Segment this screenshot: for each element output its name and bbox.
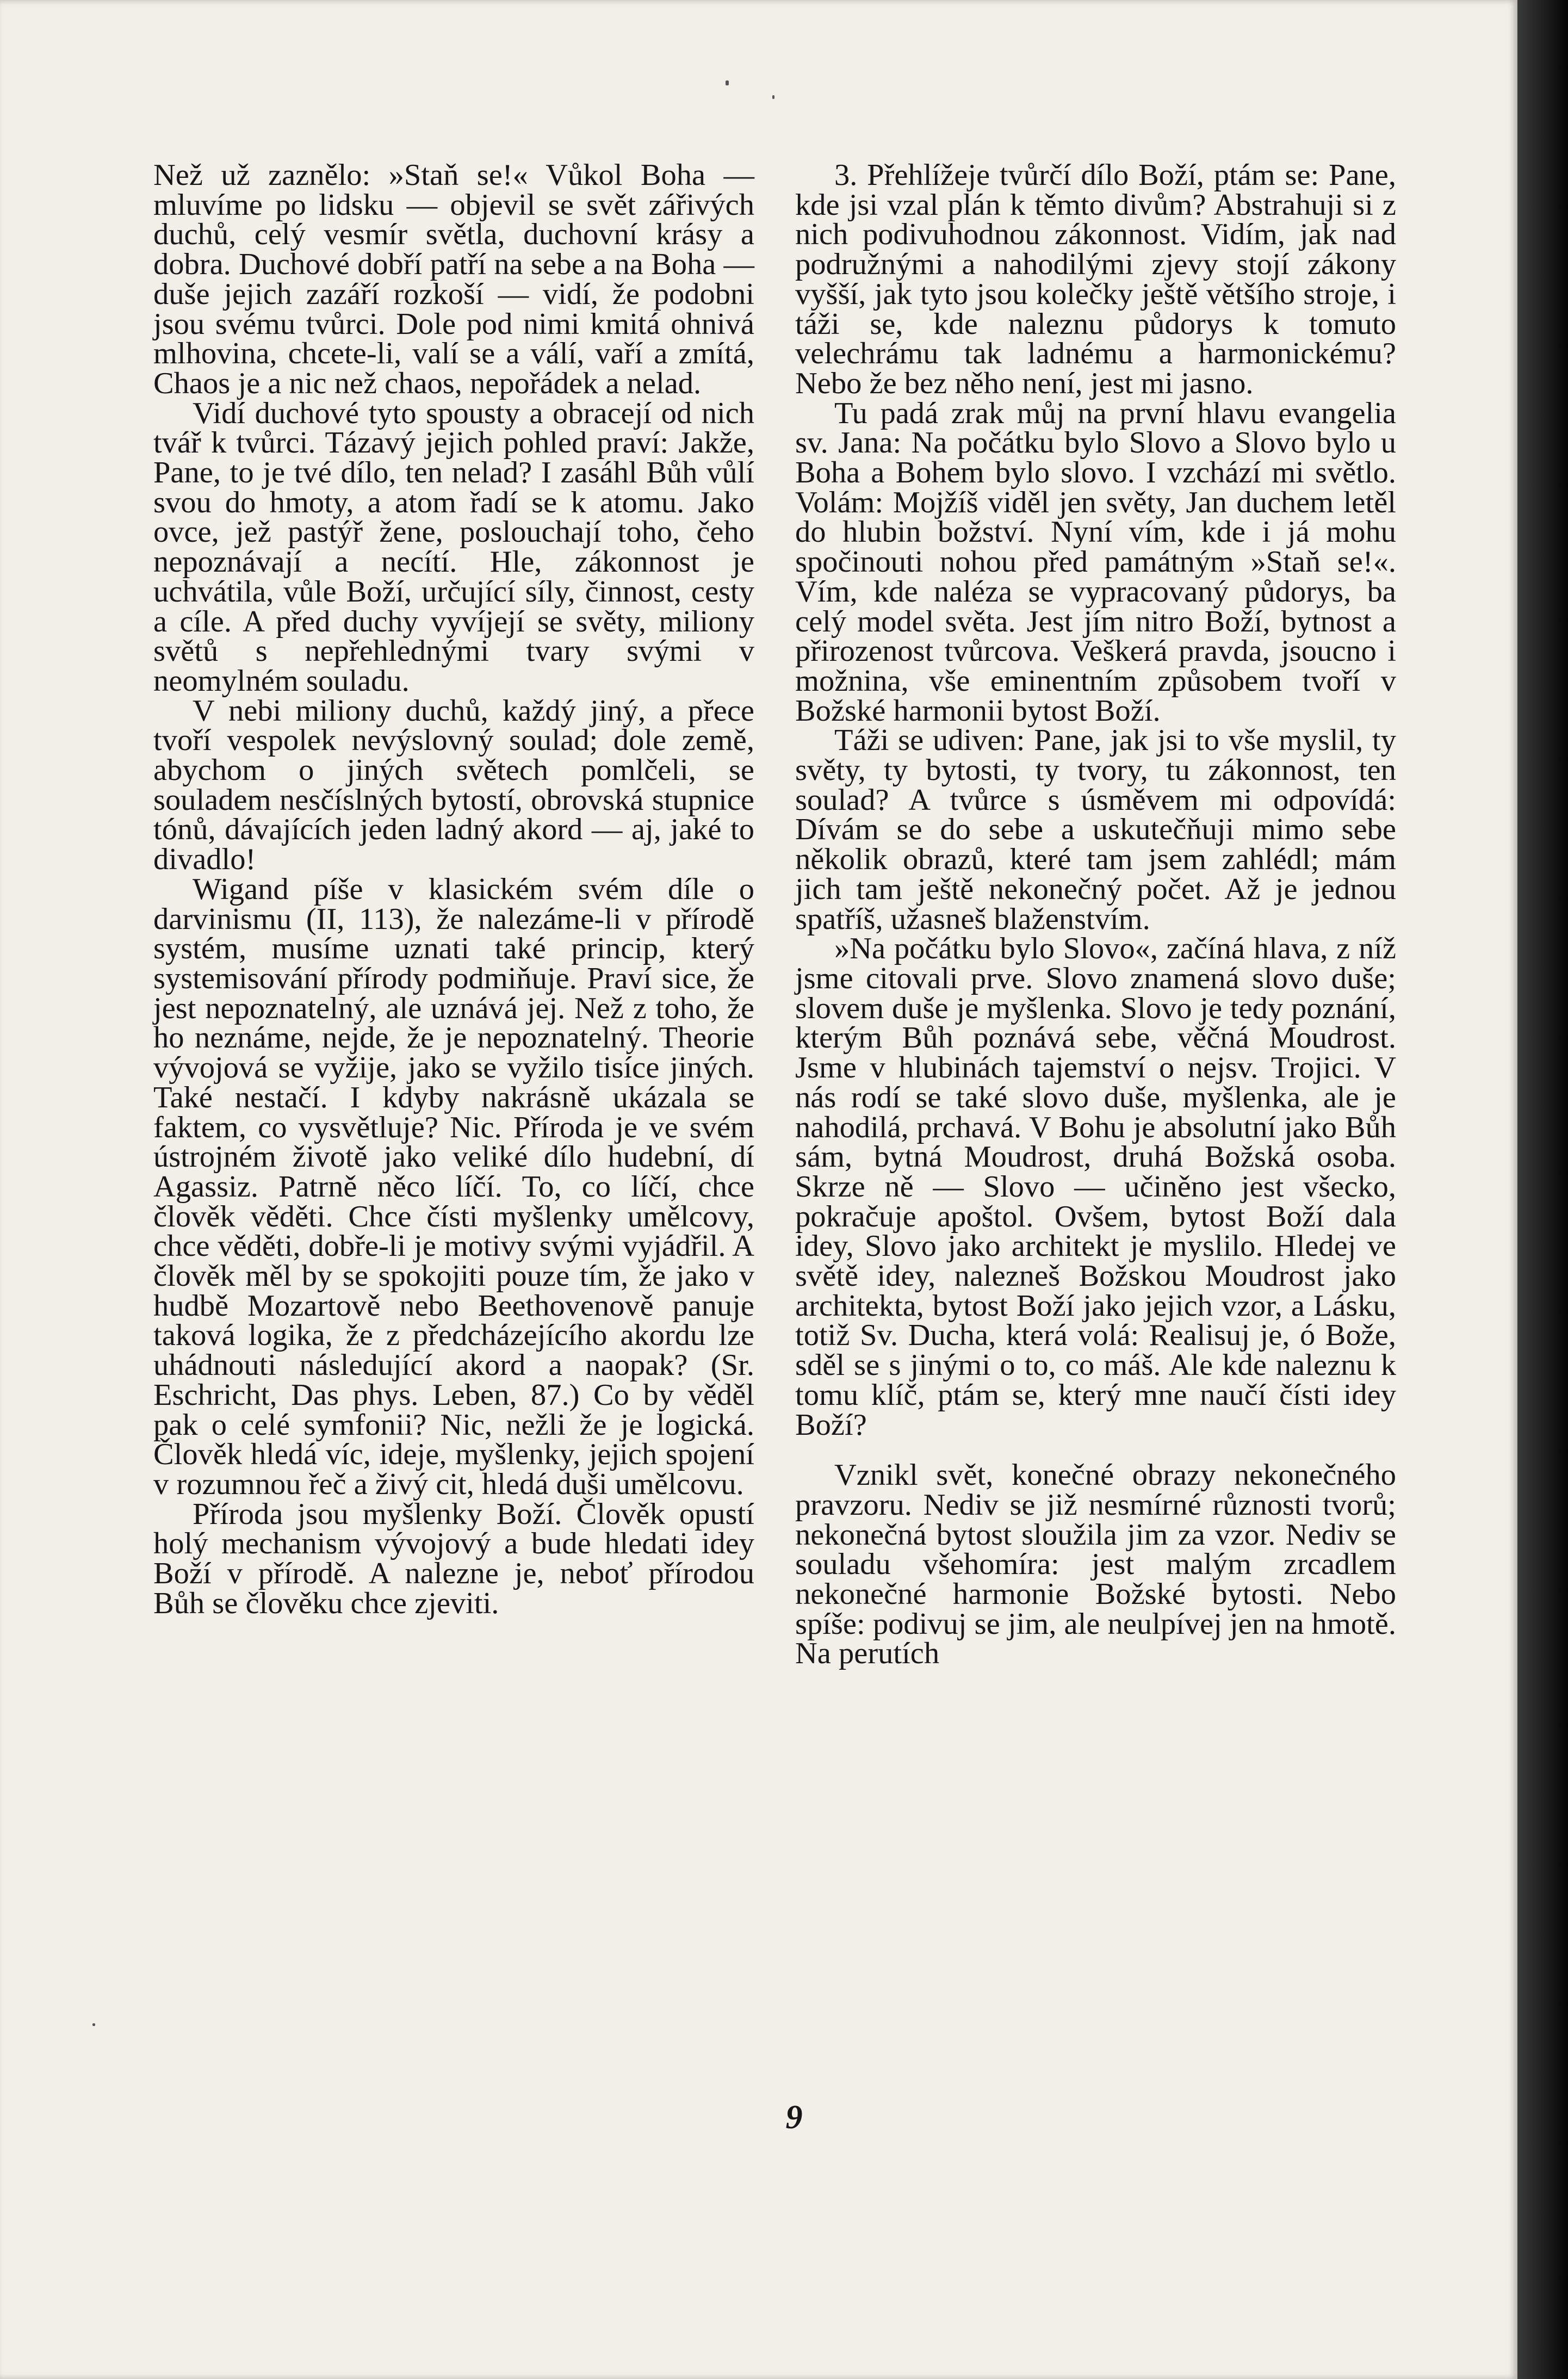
- paragraph: »Na počátku bylo Slovo«, začíná hlava, z níž jsme citovali prve. Slovo znamená slovo duše; slovem duše je myšlenka. Slovo je tedy poznání, kterým Bůh poznává sebe, věčná Moudrost. Jsme v hlubinách tajemství o nejsv. Trojici. V nás rodí se také slovo duše, myšlenka, ale je nahodilá, prchavá. V Bohu je absolutní jako Bůh sám, bytná Moudrost, druhá Božská osoba. Skrze ně — Slovo — učiněno jest všecko, pokračuje apoštol. Ovšem, bytost Boží dala idey, Slovo jako architekt je myslilo. Hledej ve světě idey, nalezneš Božskou Moudrost jako architekta, bytost Boží jako jejich vzor, a Lásku, totiž Sv. Ducha, která volá: Realisuj je, ó Bože, sděl se s jinými o to, co máš. Ale kde naleznu k tomu klíč, ptám se, který mne naučí čísti idey Boží?: [795, 932, 1396, 1442]
- paragraph: V nebi miliony duchů, každý jiný, a přece tvoří vespolek nevýslovný soulad; dole země, abychom o jiných světech pomlčeli, se souladem nesčíslných bytostí, obrovská stupnice tónů, dávajících jeden ladný akord — aj, jaké to divadlo!: [153, 693, 754, 877]
- dark-page-edge: [1517, 0, 1568, 2379]
- paragraph: Vznikl svět, konečné obrazy nekonečného pravzoru. Nediv se již nesmírné různosti tvorů; nekonečná bytost sloužila jim za vzor. Nediv se souladu všehomíra: jest malým zrcadlem nekonečné harmonie Božské bytosti. Nebo spíše: podivuj se jim, ale neulpívej jen na hmotě. Na perutích: [795, 1458, 1396, 1671]
- paragraph: Tu padá zrak můj na první hlavu evangelia sv. Jana: Na počátku bylo Slovo a Slovo bylo u Boha a Bohem bylo slovo. I vzchází mi světlo. Volám: Mojžíš viděl jen světy, Jan duchem letěl do hlubin božství. Nyní vím, kde i já mohu spočinouti nohou před památným »Staň se!«. Vím, kde naléza se vypracovaný půdorys, ba celý model světa. Jest jím nitro Boží, bytnost a přirozenost tvůrcova. Veškerá pravda, jsoucno i možnina, vše eminentním způsobem tvoří v Božské harmonii bytost Boží.: [795, 396, 1396, 728]
- paragraph: Příroda jsou myšlenky Boží. Člověk opustí holý mechanism vývojový a bude hledati idey Boží v přírodě. A nalezne je, neboť přírodou Bůh se člověku chce zjeviti.: [153, 1497, 754, 1620]
- left-text-column: [153, 160, 754, 1618]
- paragraph: Táži se udiven: Pane, jak jsi to vše myslil, ty světy, ty bytosti, ty tvory, tu zákonnost, ten soulad? A tvůrce s úsměvem mi odpovídá: Dívám se do sebe a uskutečňuji mimo sebe několik obrazů, které tam jsem zahlédl; mám jich tam ještě nekonečný počet. Až je jednou spatříš, užasneš blaženstvím.: [795, 723, 1396, 936]
- paragraph: Než už zaznělo: »Staň se!« Vůkol Boha — mluvíme po lidsku — objevil se svět zářivých duchů, celý vesmír světla, duchovní krásy a dobra. Duchové dobří patří na sebe a na Boha — duše jejich zazáří rozkoší — vidí, že podobni jsou svému tvůrci. Dole pod nimi kmitá ohnivá mlhovina, chcete-li, valí se a válí, vaří a zmítá, Chaos je a nic než chaos, nepořádek a nelad.: [153, 158, 754, 400]
- print-speck: [772, 95, 774, 99]
- print-speck: [726, 80, 729, 85]
- print-speck: [92, 2023, 95, 2026]
- paragraph: Wigand píše v klasickém svém díle o darvinismu (II, 113), že nalezáme-li v přírodě systém, musíme uznati také princip, který systemisování přírody podmiňuje. Praví sice, že jest nepoznatelný, ale uznává jej. Než z toho, že ho neznáme, nejde, že je nepoznatelný. Theorie vývojová se vyžije, jako se vyžilo tisíce jiných. Také nestačí. I kdyby nakrásně ukázala se faktem, co vysvětluje? Nic. Příroda je ve svém ústrojném životě jako veliké dílo hudební, dí Agassiz. Patrně něco líčí. To, co líčí, chce člověk věděti. Chce čísti myšlenky umělcovy, chce věděti, dobře-li je motivy svými vyjádřil. A člověk měl by se spokojiti pouze tím, že jako v hudbě Mozartově nebo Beethovenově panuje taková logika, že z předcházejícího akordu lze uhádnouti následující akord a naopak? (Sr. Eschricht, Das phys. Leben, 87.) Co by věděl pak o celé symfonii? Nic, nežli že je logická. Člověk hledá víc, ideje, myšlenky, jejich spojení v rozumnou řeč a živý cit, hledá duši umělcovu.: [153, 872, 754, 1501]
- page-number: 9: [785, 2099, 803, 2136]
- paragraph: Vidí duchové tyto spousty a obracejí od nich tvář k tvůrci. Tázavý jejich pohled praví: Jakže, Pane, to je tvé dílo, ten nelad? I zasáhl Bůh vůlí svou do hmoty, a atom řadí se k atomu. Jako ovce, jež pastýř žene, poslouchají toho, čeho nepoznávají a necítí. Hle, zákonnost je uchvátila, vůle Boží, určující síly, činnost, cesty a cíle. A před duchy vyvíjejí se světy, miliony světů s nepřehlednými tvary svými v neomylném souladu.: [153, 396, 754, 698]
- paragraph: 3. Přehlížeje tvůrčí dílo Boží, ptám se: Pane, kde jsi vzal plán k těmto divům? Abstrahuji si z nich podivuhodnou zákonnost. Vidím, jak nad podružnými a nahodilými zjevy stojí zákony vyšší, jak tyto jsou kolečky ještě většího stroje, i táži se, kde naleznu půdorys k tomuto velechrámu tak ladnému a harmonickému? Nebo že bez něho není, jest mi jasno.: [795, 158, 1396, 400]
- right-text-column: [795, 160, 1396, 1669]
